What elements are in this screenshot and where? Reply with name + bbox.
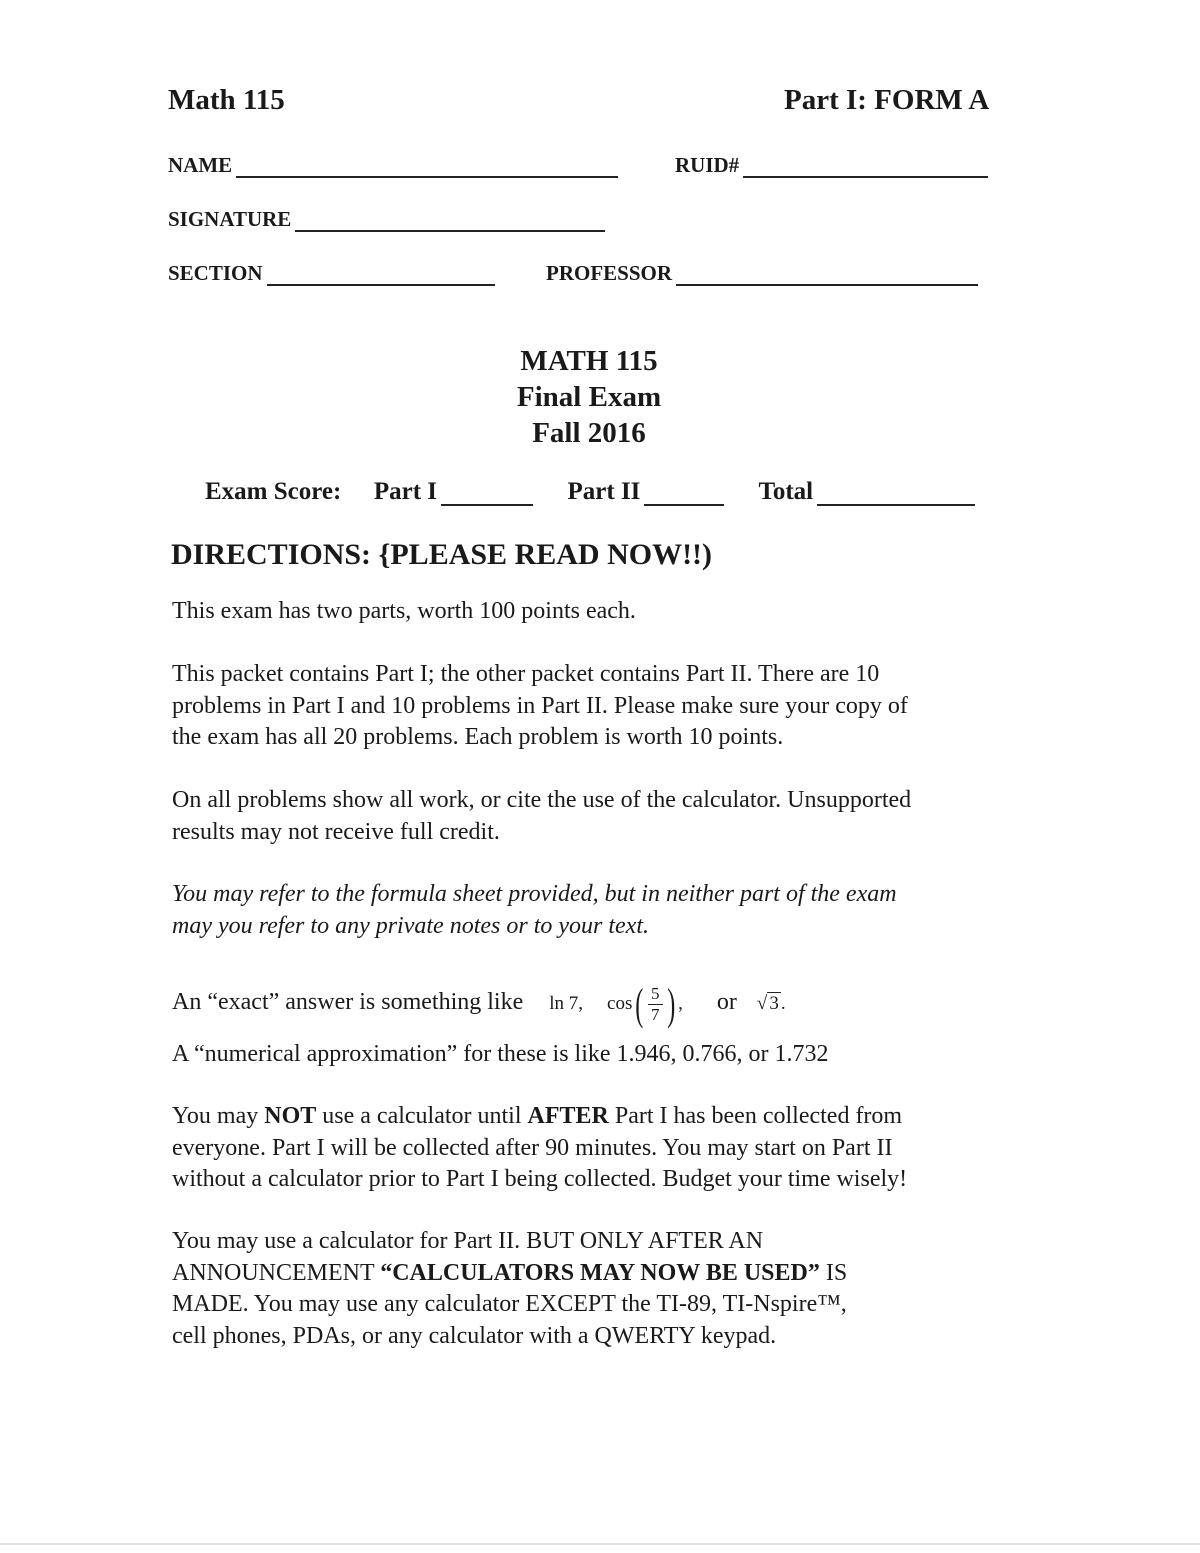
ruid-label: RUID#: [675, 153, 740, 177]
ruid-blank[interactable]: [743, 152, 988, 178]
text-run: Part I has been collected from: [608, 1103, 903, 1129]
emphasis-calculators: “CALCULATORS MAY NOW BE USED”: [380, 1259, 820, 1286]
exam-score-row: [205, 478, 975, 506]
paragraph-line: problems in Part I and 10 problems in Part II. Please make sure your copy of: [172, 692, 908, 719]
ln7-expression: ln 7,: [549, 993, 584, 1014]
directions-paragraph-6: [172, 1101, 1032, 1196]
fraction: [648, 984, 663, 1025]
name-label: NAME: [168, 153, 233, 177]
signature-label: SIGNATURE: [168, 207, 292, 231]
emphasis-not: NOT: [264, 1103, 317, 1129]
text-run: ANNOUNCEMENT: [172, 1259, 381, 1286]
paragraph-line: You may use a calculator for Part II. BUT ONLY AFTER AN: [172, 1228, 764, 1254]
exam-title-name: Final Exam: [516, 381, 662, 413]
part2-score-blank[interactable]: [644, 482, 724, 506]
paragraph-line: everyone. Part I will be collected after 90 minutes. You may start on Part II: [172, 1134, 893, 1161]
comma: ,: [678, 993, 683, 1014]
scan-edge-line: [0, 1543, 1200, 1545]
paragraph-line: This exam has two parts, worth 100 points each.: [172, 598, 636, 624]
paragraph-line: On all problems show all work, or cite the use of the calculator. Unsupported: [172, 787, 912, 813]
cos-expression: cos( $\frac{5}{7}$ ) ,: [607, 979, 683, 1029]
part1-score-blank[interactable]: [441, 482, 533, 506]
professor-field[interactable]: [546, 260, 978, 286]
paragraph-line: [172, 1258, 1032, 1290]
ruid-field[interactable]: [675, 152, 988, 178]
paragraph-line: the exam has all 20 problems. Each problem is worth 10 points.: [172, 724, 784, 750]
exam-title-course: MATH 115: [520, 345, 658, 377]
signature-blank[interactable]: [295, 206, 605, 232]
emphasis-after: AFTER: [527, 1103, 609, 1129]
section-field[interactable]: [168, 260, 495, 286]
paragraph-line: MADE. You may use any calculator EXCEPT the TI-89, TI-Nspire™,: [172, 1291, 847, 1317]
sqrt3-expression: [757, 974, 781, 1034]
paragraph-line: without a calculator prior to Part I being collected. Budget your time wisely!: [172, 1166, 908, 1192]
total-score-blank[interactable]: [817, 482, 975, 506]
signature-field[interactable]: [168, 206, 605, 232]
professor-blank[interactable]: [676, 260, 978, 286]
sqrt-radicand: 3: [769, 993, 779, 1014]
paragraph-line: [172, 1101, 1032, 1133]
paragraph-line: may you refer to any private notes or to your text.: [172, 912, 649, 939]
directions-paragraph-1: [172, 596, 1032, 628]
text-run: IS: [819, 1259, 848, 1286]
course-header: Math 115: [168, 84, 285, 116]
name-blank[interactable]: [236, 152, 618, 178]
form-header: Part I: FORM A: [784, 84, 990, 116]
exam-title-term: Fall 2016: [532, 417, 646, 449]
cos-label: cos: [607, 993, 633, 1014]
section-label: SECTION: [168, 261, 263, 285]
part2-score-label: Part II: [567, 478, 641, 505]
paragraph-line: A “numerical approximation” for these is like 1.946, 0.766, or 1.732: [172, 1041, 829, 1067]
sqrt-symbol: √: [756, 993, 768, 1014]
or-text: or: [716, 989, 737, 1015]
directions-paragraph-2: [172, 659, 1032, 754]
paragraph-line: results may not receive full credit.: [172, 818, 500, 845]
directions-paragraph-4: [172, 879, 1032, 942]
fraction-numerator: 5: [648, 984, 663, 1005]
directions-paragraph-3: [172, 785, 1032, 848]
total-score-label: Total: [758, 478, 814, 505]
text-run: You may: [172, 1103, 265, 1129]
score-label: Exam Score:: [205, 478, 342, 505]
professor-label: PROFESSOR: [546, 261, 673, 285]
directions-heading: DIRECTIONS: {PLEASE READ NOW!!): [171, 538, 713, 571]
paragraph-line: cell phones, PDAs, or any calculator with a QWERTY keypad.: [172, 1322, 777, 1349]
directions-paragraph-7: [172, 1226, 1032, 1352]
period: .: [780, 993, 786, 1014]
section-blank[interactable]: [267, 260, 495, 286]
exact-answer-example: [172, 972, 1032, 1032]
name-field[interactable]: [168, 152, 618, 178]
approximation-example: [172, 1039, 1032, 1071]
part1-score-label: Part I: [373, 478, 437, 505]
paragraph-line: You may refer to the formula sheet provided, but in neither part of the exam: [172, 881, 897, 907]
text-run: use a calculator until: [316, 1103, 528, 1129]
fraction-denominator: 7: [651, 1005, 660, 1025]
exact-answer-text: An “exact” answer is something like: [172, 989, 524, 1015]
paragraph-line: This packet contains Part I; the other packet contains Part II. There are 10: [172, 661, 880, 687]
